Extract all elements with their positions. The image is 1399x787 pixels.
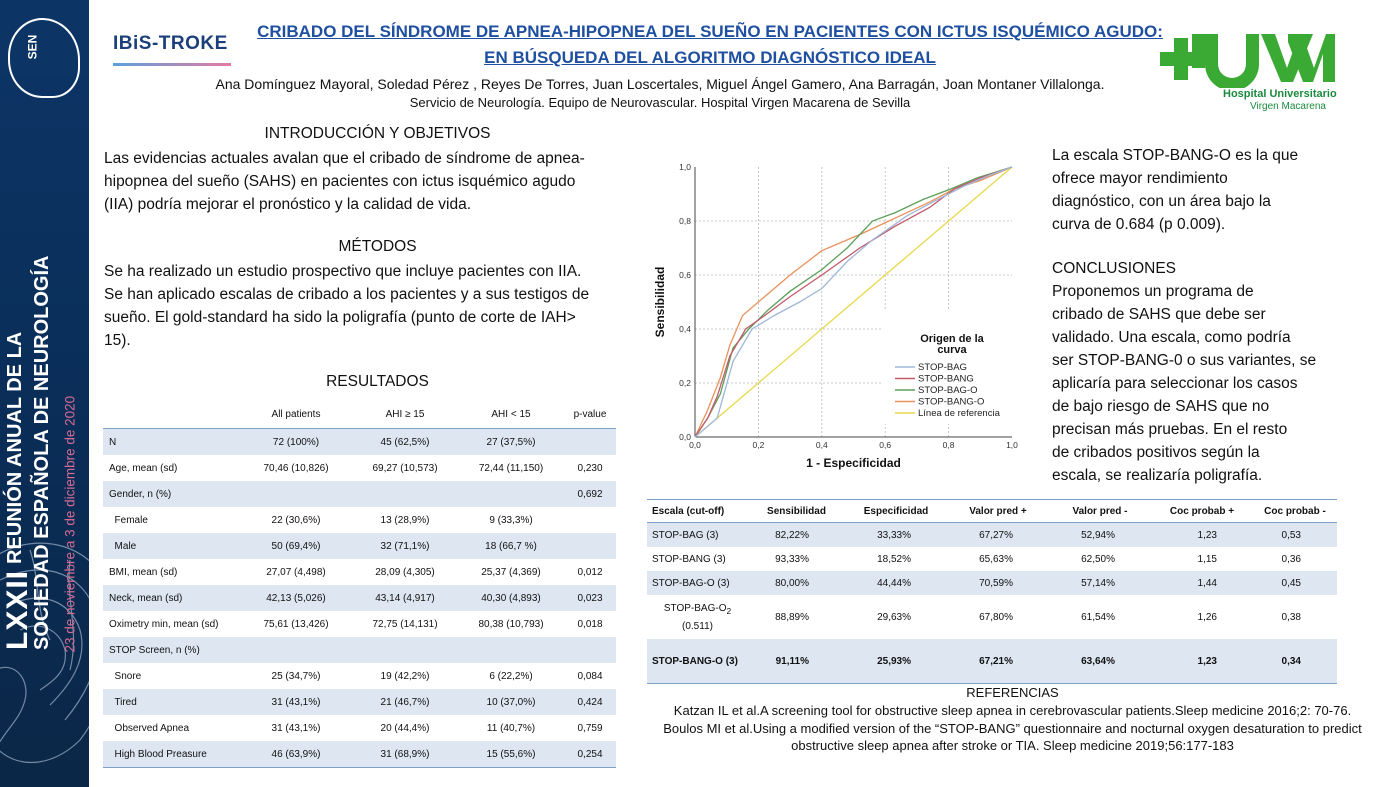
table-cell: 1,23 xyxy=(1151,523,1253,548)
table-cell xyxy=(240,481,352,507)
congress-title-line2: SOCIEDAD ESPAÑOLA DE NEUROLOGÍA xyxy=(31,255,53,650)
reference-1: Katzan IL et al.A screening tool for obstructive sleep apnea in cerebrovascular patients.Sleep medicine 2016;2: 70-76. xyxy=(673,703,1352,718)
roc-chart xyxy=(652,150,1024,475)
table-cell: 45 (62,5%) xyxy=(352,429,458,456)
table-cell: 1,23 xyxy=(1151,639,1253,684)
table-cell: 0,38 xyxy=(1281,611,1301,623)
legend-entry: Línea de referencia xyxy=(918,408,1000,419)
table-cell: 21 (46,7%) xyxy=(352,689,458,715)
table-row xyxy=(647,523,1337,548)
table-cell: 69,27 (10,573) xyxy=(372,462,438,474)
table-cell: 0,45 xyxy=(1253,571,1337,595)
conclusions-heading: CONCLUSIONES xyxy=(1052,260,1177,277)
table-cell: Gender, n (%) xyxy=(103,481,240,507)
table-cell: 0,759 xyxy=(577,722,603,734)
table-cell: Especificidad xyxy=(845,500,947,523)
table-cell: BMI, mean (sd) xyxy=(109,566,178,578)
table-cell: Escala (cut-off) xyxy=(647,500,748,523)
table-cell xyxy=(564,533,616,559)
huvm-logo-line2: Virgen Macarena xyxy=(1250,101,1326,112)
x-tick-label: 1,0 xyxy=(1006,440,1018,450)
table-cell: 0,53 xyxy=(1253,523,1337,548)
y-tick-label: 0,0 xyxy=(679,432,691,442)
table-cell: 20 (44,4%) xyxy=(380,722,430,734)
table-cell: 43,14 (4,917) xyxy=(352,585,458,611)
table-cell: 52,94% xyxy=(1049,523,1151,548)
congress-edition: LXXII xyxy=(1,569,34,650)
table-cell: 6 (22,2%) xyxy=(489,670,533,682)
table-row xyxy=(103,637,616,663)
table-cell: 0,692 xyxy=(564,481,616,507)
table-cell: 70,46 (10,826) xyxy=(263,462,329,474)
table-cell xyxy=(564,637,616,663)
legend-title-line1: Origen de la xyxy=(920,333,984,345)
table-cell: N xyxy=(103,429,240,456)
table-row xyxy=(103,585,616,611)
table-cell: 0,254 xyxy=(564,741,616,768)
summary-text: La escala STOP-BANG-O es la que ofrece mayor rendimiento diagnóstico, con un área bajo la curva de 0.684 (p 0.009). xyxy=(1052,147,1299,233)
table-cell: Sensibilidad xyxy=(748,500,845,523)
references-heading: REFERENCIAS xyxy=(966,685,1059,700)
table-cell: 0,018 xyxy=(577,618,603,630)
poster-title-line1: CRIBADO DEL SÍNDROME DE APNEA-HIPOPNEA DEL SUEÑO EN PACIENTES CON ICTUS ISQUÉMICO AGUDO: xyxy=(257,22,1163,41)
table-cell: 25,93% xyxy=(845,639,947,684)
legend-entry: STOP-BANG-O xyxy=(918,396,985,408)
table-cell: 0,34 xyxy=(1253,639,1337,684)
x-tick-label: 0,8 xyxy=(942,440,955,450)
table-cell: AHI ≥ 15 xyxy=(352,401,458,429)
table-cell: 72,75 (14,131) xyxy=(372,618,438,630)
table-cell: 67,27% xyxy=(947,523,1049,548)
table-cell: STOP-BANG-O (3) xyxy=(647,639,748,684)
x-axis-label: 1 - Especificidad xyxy=(806,456,901,470)
table-cell: 32 (71,1%) xyxy=(352,533,458,559)
table-cell: AHI < 15 xyxy=(458,401,564,429)
table-cell: 33,33% xyxy=(845,523,947,548)
table-cell: 65,63% xyxy=(979,553,1013,565)
poster-title-line2: EN BÚSQUEDA DEL ALGORITMO DIAGNÓSTICO IDEAL xyxy=(484,48,936,67)
legend-entry: STOP-BAG-O xyxy=(918,385,978,396)
table-cell: Neck, mean (sd) xyxy=(103,585,240,611)
table-cell: 63,64% xyxy=(1049,639,1151,684)
table-cell: 1,26 xyxy=(1197,611,1217,623)
table-cell: 80,38 (10,793) xyxy=(478,618,544,630)
table-cell: 29,63% xyxy=(877,611,911,623)
table-cell: 0,230 xyxy=(577,462,603,474)
intro-text: Las evidencias actuales avalan que el cribado de síndrome de apnea- hipopnea del sueño (SAHS) en pacientes con ictus isquémico agudo (IIA) podría mejorar el pronóstico y la calidad de vida. xyxy=(104,150,585,213)
table-cell: 88,89% xyxy=(775,611,809,623)
table-cell: All patients xyxy=(240,401,352,429)
ibis-troke-logo: IBiS-TROKE xyxy=(113,33,231,67)
table-row xyxy=(103,507,616,533)
congress-banner xyxy=(0,0,89,787)
table-cell: 0,012 xyxy=(577,566,603,578)
table-cell: 31 (43,1%) xyxy=(240,689,352,715)
table-cell: 19 (42,2%) xyxy=(380,670,430,682)
table-cell: 80,00% xyxy=(748,571,845,595)
table-cell xyxy=(352,637,458,663)
table-cell: Valor pred - xyxy=(1049,500,1151,523)
table-cell: 10 (37,0%) xyxy=(458,689,564,715)
reference-2-line2: obstructive sleep apnea after stroke or TIA. Sleep medicine 2019;56:177-183 xyxy=(791,738,1234,753)
y-tick-label: 0,6 xyxy=(679,270,691,280)
x-tick-label: 0,6 xyxy=(879,440,892,450)
table-cell: 27 (37,5%) xyxy=(458,429,564,456)
metrics-row4-label: STOP-$BAG-O_2$ (0.511) xyxy=(663,602,732,632)
table-cell: STOP Screen, n (%) xyxy=(103,637,240,663)
table-row xyxy=(647,571,1337,595)
table-row xyxy=(103,611,616,637)
affiliation: Servicio de Neurología. Equipo de Neurovascular. Hospital Virgen Macarena de Sevilla xyxy=(409,95,911,110)
legend-title-line2: curva xyxy=(937,344,967,356)
table-cell: 72,44 (11,150) xyxy=(478,462,544,474)
legend-entry: STOP-BAG xyxy=(918,362,967,373)
table-cell: 82,22% xyxy=(748,523,845,548)
table-cell: 0,424 xyxy=(564,689,616,715)
y-axis-label: Sensibilidad xyxy=(653,266,667,338)
table-cell: 67,80% xyxy=(979,611,1013,623)
table-cell: p-value xyxy=(564,401,616,429)
table-row xyxy=(103,559,616,585)
congress-title-line1: REUNIÓN ANUAL DE LA xyxy=(4,331,26,564)
table-cell: STOP-BAG-O (3) xyxy=(647,571,748,595)
table-cell: Age, mean (sd) xyxy=(109,462,178,474)
table-cell: Valor pred + xyxy=(947,500,1049,523)
congress-dates: 23 de noviembre a 3 de diciembre de 2020 xyxy=(62,395,78,653)
table-cell: 31 (68,9%) xyxy=(352,741,458,768)
table-cell: 50 (69,4%) xyxy=(240,533,352,559)
table-cell: Oximetry min, mean (sd) xyxy=(109,618,219,630)
table-cell xyxy=(458,637,564,663)
x-tick-label: 0,4 xyxy=(815,440,828,450)
table-cell: 91,11% xyxy=(748,639,845,684)
x-tick-label: 0,0 xyxy=(689,440,701,450)
conclusions: CONCLUSIONES Proponemos un programa de cribado de SAHS que debe ser validado. Una escala, como podría ser STOP-BANG-0 o sus variantes, se aplicaría para seleccionar los casos de bajo riesgo de SAHS que no precisan más pruebas. En el resto de cribados positivos según la escala, se realizaría poligrafía. xyxy=(1052,257,1382,487)
table-cell: Observed Apnea xyxy=(109,722,190,734)
table-cell: 57,14% xyxy=(1049,571,1151,595)
table-cell xyxy=(458,481,564,507)
table-cell: 61,54% xyxy=(1081,611,1115,623)
table-cell xyxy=(564,429,616,456)
table-row xyxy=(103,741,616,768)
table-row xyxy=(647,595,1337,639)
table-cell: 22 (30,6%) xyxy=(271,514,321,526)
table-cell: High Blood Preasure xyxy=(103,741,240,768)
table-cell: 0,36 xyxy=(1281,553,1301,565)
table-cell: 75,61 (13,426) xyxy=(263,618,329,630)
huvm-logo-mark xyxy=(1160,30,1335,88)
table-cell: 40,30 (4,893) xyxy=(458,585,564,611)
metrics-header-row xyxy=(647,500,1337,523)
table-cell: 27,07 (4,498) xyxy=(266,566,326,578)
diagnostic-metrics-table xyxy=(647,499,1337,684)
table-cell: 15 (55,6%) xyxy=(458,741,564,768)
table-cell: STOP-BANG (3) xyxy=(652,553,726,565)
table-cell: 25,37 (4,369) xyxy=(481,566,541,578)
table-row xyxy=(103,533,616,559)
table-cell: 0,023 xyxy=(564,585,616,611)
results-header-row xyxy=(103,401,616,429)
table-row xyxy=(647,639,1337,684)
results-table xyxy=(103,401,616,768)
table-cell: 67,21% xyxy=(947,639,1049,684)
y-tick-label: 0,8 xyxy=(679,216,691,226)
table-row xyxy=(103,689,616,715)
table-cell: 44,44% xyxy=(845,571,947,595)
y-tick-label: 0,2 xyxy=(679,378,691,388)
table-cell: 13 (28,9%) xyxy=(380,514,430,526)
table-cell: 25 (34,7%) xyxy=(271,670,321,682)
legend-entry: STOP-BANG xyxy=(918,373,974,385)
table-cell: 28,09 (4,305) xyxy=(375,566,435,578)
sen-logo: SEN xyxy=(6,14,80,100)
methods-heading: MÉTODOS xyxy=(338,238,417,255)
table-cell xyxy=(240,637,352,663)
table-cell: Female xyxy=(109,514,148,526)
y-tick-label: 0,4 xyxy=(679,324,691,334)
methods-text: Se ha realizado un estudio prospectivo que incluye pacientes con IIA. Se han aplicado escalas de cribado a los pacientes y a sus testigos de sueño. El gold-standard ha sido la poligrafía (punto de corte de IAH> 15). xyxy=(104,263,590,349)
table-cell: 18,52% xyxy=(877,553,911,565)
table-row xyxy=(103,715,616,741)
table-cell: 1,15 xyxy=(1197,553,1217,565)
table-cell: Coc probab + xyxy=(1151,500,1253,523)
table-cell: 42,13 (5,026) xyxy=(240,585,352,611)
table-cell: 72 (100%) xyxy=(240,429,352,456)
table-cell: 11 (40,7%) xyxy=(486,722,536,734)
table-cell: 62,50% xyxy=(1081,553,1115,565)
table-row xyxy=(103,663,616,689)
x-tick-label: 0,2 xyxy=(752,440,765,450)
intro-heading: INTRODUCCIÓN Y OBJETIVOS xyxy=(264,125,491,142)
y-tick-label: 1,0 xyxy=(679,162,691,172)
huvm-logo-line1: Hospital Universitario xyxy=(1223,88,1337,100)
table-cell: Male xyxy=(103,533,240,559)
table-cell: 31 (43,1%) xyxy=(271,722,321,734)
table-cell: 70,59% xyxy=(947,571,1049,595)
table-cell: 9 (33,3%) xyxy=(489,514,533,526)
table-cell: 46 (63,9%) xyxy=(240,741,352,768)
table-cell: STOP-BAG (3) xyxy=(647,523,748,548)
reference-2-line1: Boulos MI et al.Using a modified version of the “STOP-BANG” questionnaire and nocturnal oxygen desaturation to predict xyxy=(663,721,1362,736)
table-row xyxy=(647,547,1337,571)
table-cell: Coc probab - xyxy=(1253,500,1337,523)
table-row xyxy=(103,429,616,456)
table-cell: Tired xyxy=(103,689,240,715)
table-cell: 1,44 xyxy=(1151,571,1253,595)
huvm-logo xyxy=(1160,30,1335,114)
authors: Ana Domínguez Mayoral, Soledad Pérez , Reyes De Torres, Juan Loscertales, Miguel Ángel Gamero, Ana Barragán, Joan Montaner Villalonga. xyxy=(215,76,1105,92)
results-heading: RESULTADOS xyxy=(326,373,429,390)
table-cell xyxy=(564,507,616,533)
table-row xyxy=(103,455,616,481)
table-cell: Snore xyxy=(109,670,142,682)
table-cell: 18 (66,7 %) xyxy=(458,533,564,559)
table-cell: 93,33% xyxy=(775,553,809,565)
table-cell xyxy=(352,481,458,507)
table-row xyxy=(103,481,616,507)
table-cell: 0,084 xyxy=(577,670,603,682)
congress-title xyxy=(1,170,65,650)
table-cell xyxy=(103,401,240,429)
